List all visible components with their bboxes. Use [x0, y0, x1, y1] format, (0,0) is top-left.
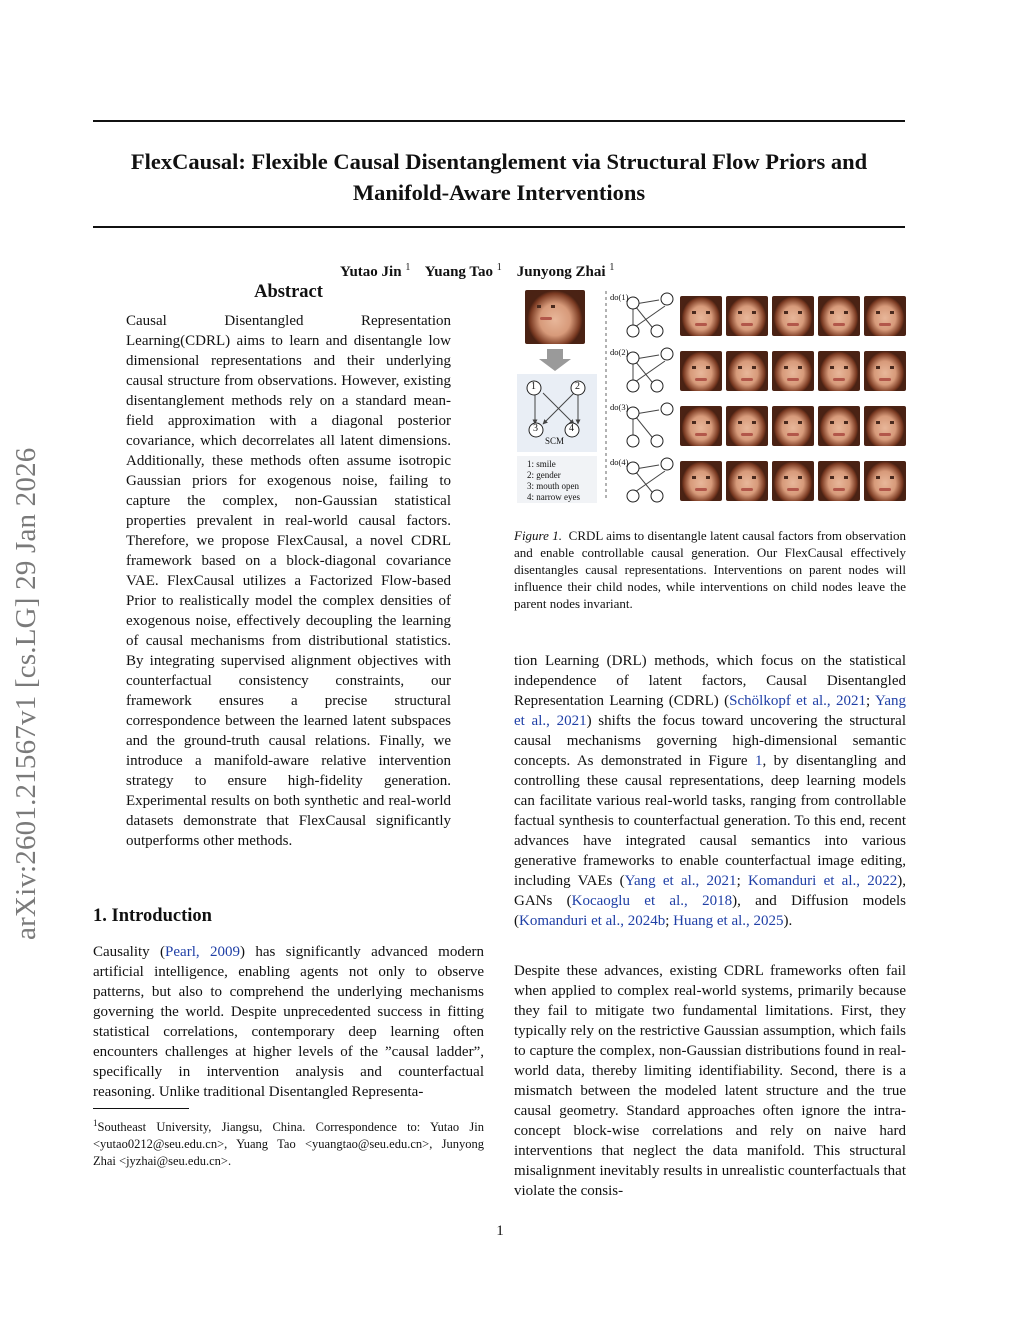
down-arrow-icon — [539, 349, 571, 371]
title-line-2: Manifold-Aware Interventions — [352, 180, 646, 205]
section-heading: 1. Introduction — [93, 906, 212, 926]
body-text: ) shifts the focus toward uncovering the structural causal mechanisms governing high-dimensional semantic concepts. As demonstrated in Figure — [514, 713, 906, 769]
arxiv-stamp: arXiv:2601.21567v1 [cs.LG] 29 Jan 2026 — [10, 447, 42, 940]
generated-face — [680, 461, 722, 501]
author-affiliation: 1 — [405, 262, 411, 273]
do-label: do(3) — [610, 402, 629, 412]
generated-face — [726, 461, 768, 501]
generated-face — [726, 351, 768, 391]
footnote-rule — [93, 1108, 189, 1109]
paper-title — [93, 146, 905, 208]
generated-face — [680, 406, 722, 446]
legend-item: 2: gender — [527, 470, 561, 480]
body-text: ), and Diffusion models ( — [514, 893, 906, 929]
title-line-1: FlexCausal: Flexible Causal Disentanglement via Structural Flow Priors and — [130, 149, 868, 174]
do-label: do(4) — [610, 457, 629, 467]
body-text: ; — [736, 873, 748, 889]
top-rule — [93, 120, 905, 122]
figure-1 — [514, 286, 906, 508]
footnote-mark: 1 — [93, 1118, 98, 1128]
legend-item: 4: narrow eyes — [527, 492, 580, 502]
caption-text: CRDL aims to disentangle latent causal factors from observation and enable controllable causal generation. Our FlexCausal effectively disentangles causal representations. Interventions on parent nodes will influence their child nodes, while interventions on child nodes leave the parent nodes invariant. — [514, 528, 906, 611]
generated-face — [864, 351, 906, 391]
scm-node-label: 3 — [533, 423, 538, 434]
generated-face — [818, 296, 860, 336]
body-text: tion Learning (DRL) methods, which focus on the statistical independence of latent factors, Causal Disentangled Representation Learning (CDRL) ( — [514, 653, 906, 709]
citation-link[interactable]: Komanduri et al., 2022 — [748, 873, 898, 889]
author-affiliation: 1 — [609, 262, 615, 273]
footnote-text: Southeast University, Jiangsu, China. Correspondence to: Yutao Jin <yutao0212@seu.edu.cn>, Yuang Tao <yuangtao@seu.edu.cn>, Junyong Zhai <jyzhai@seu.edu.cn>. — [93, 1120, 484, 1169]
right-paragraph-2: Despite these advances, existing CDRL frameworks often fail when applied to complex real-world systems, primarily because they fail to mitigate two fundamental limitations. First, they typically rely on the restrictive Gaussian assumption, which fails to capture the complex, non-Gaussian distributions found in real-world data, thereby limiting identifiability. Second, there is a mismatch between the modeled latent structure and the true causal geometry. Standard approaches often ignore the intra-concept block-wise correlations and rely on naive hard interventions that neglect the data manifold. This structural misalignment inevitably results in unrealistic counterfactuals that violate the consis- — [514, 963, 906, 1199]
author-name: Junyong Zhai — [516, 264, 606, 280]
citation-link[interactable]: Yang et al., 2021 — [624, 873, 737, 889]
generated-face — [818, 406, 860, 446]
scm-node-label: 2 — [575, 381, 580, 392]
generated-face — [818, 461, 860, 501]
body-text: ; — [866, 693, 875, 709]
author-name: Yutao Jin — [340, 264, 402, 280]
generated-face — [772, 461, 814, 501]
generated-face — [680, 351, 722, 391]
generated-face — [818, 351, 860, 391]
figure-reference-link[interactable]: 1 — [754, 753, 763, 769]
generated-face — [680, 296, 722, 336]
citation-link[interactable]: Schölkopf et al., 2021 — [729, 693, 867, 709]
caption-label: Figure 1. — [514, 528, 562, 543]
citation-link[interactable]: Komanduri et al., 2024b — [519, 913, 666, 929]
body-text: , by disentangling and controlling these causal representations, deep learning models can facilitate various real-world tasks, ranging from controllable factual synthesis to counterfactual generation. To this end, recent advances have integrated causal semantics into various generative frameworks to enable counterfactual image editing, including VAEs ( — [514, 753, 906, 889]
generated-face — [726, 406, 768, 446]
citation-link[interactable]: Pearl, 2009 — [165, 944, 241, 960]
author-list — [340, 262, 614, 281]
scm-node-label: 1 — [531, 381, 536, 392]
scm-label: SCM — [545, 436, 565, 446]
legend-item: 3: mouth open — [527, 481, 579, 491]
page-number: 1 — [496, 1223, 504, 1239]
intro-paragraph — [93, 942, 484, 1102]
title-bottom-rule — [93, 226, 905, 228]
generated-face — [864, 461, 906, 501]
body-text: ; — [665, 913, 674, 929]
footnote — [93, 1115, 484, 1170]
right-paragraph-1 — [514, 651, 906, 931]
abstract-heading: Abstract — [254, 282, 323, 302]
citation-link[interactable]: Yang et al., 2021 — [514, 693, 906, 729]
generated-face — [772, 351, 814, 391]
author-affiliation: 1 — [496, 262, 502, 273]
body-text: ), GANs ( — [514, 873, 906, 909]
abstract-text: Causal Disentangled Representation Learning(CDRL) aims to learn and disentangle low dimensional representations and their underlying causal structure from observations. However, existing disentanglement methods rely on a standard mean-field approximation with a diagonal posterior covariance, which decorrelates all latent dimensions. Additionally, these methods often assume isotropic Gaussian priors for exogenous noise, failing to capture the complex, non-Gaussian statistical properties prevalent in real-world causal factors. Therefore, we propose FlexCausal, a novel CDRL framework based on a block-diagonal covariance VAE. FlexCausal utilizes a Factorized Flow-based Prior to realistically model the complex densities of exogenous noise, effectively decoupling the learning of causal mechanisms from distributional statistics. By integrating supervised alignment objectives with counterfactual consistency constraints, our framework ensures a precise structural correspondence between the learned latent subspaces and the ground-truth causal relations. Finally, we introduce a manifold-aware relative intervention strategy to ensure high-fidelity generation. Experimental results on both synthetic and real-world datasets demonstrate that FlexCausal significantly outperforms other methods. — [126, 313, 451, 849]
author-name: Yuang Tao — [424, 264, 494, 280]
generated-face — [726, 296, 768, 336]
citation-link[interactable]: Kocaoglu et al., 2018 — [571, 893, 733, 909]
body-text: ). — [783, 913, 793, 929]
generated-face — [772, 406, 814, 446]
legend-item: 1: smile — [527, 459, 556, 469]
generated-face — [772, 296, 814, 336]
figure-caption — [514, 527, 906, 612]
generated-face — [864, 406, 906, 446]
intro-text: Causality ( — [93, 944, 166, 960]
do-label: do(2) — [610, 347, 629, 357]
generated-face — [864, 296, 906, 336]
do-label: do(1) — [610, 292, 629, 302]
citation-link[interactable]: Huang et al., 2025 — [673, 913, 784, 929]
scm-node-label: 4 — [569, 423, 574, 434]
legend-list — [527, 459, 580, 503]
intro-text: ) has significantly advanced modern artificial intelligence, enabling agents not only to observe patterns, but also to comprehend the underlying mechanisms governing the world. Despite unprecedented success in fitting statistical correlations, contemporary deep learning often encounters challenges at higher levels of the ”causal ladder”, specifically in intervention analysis and counterfactual reasoning. Unlike traditional Disentangled Representa- — [93, 944, 484, 1100]
